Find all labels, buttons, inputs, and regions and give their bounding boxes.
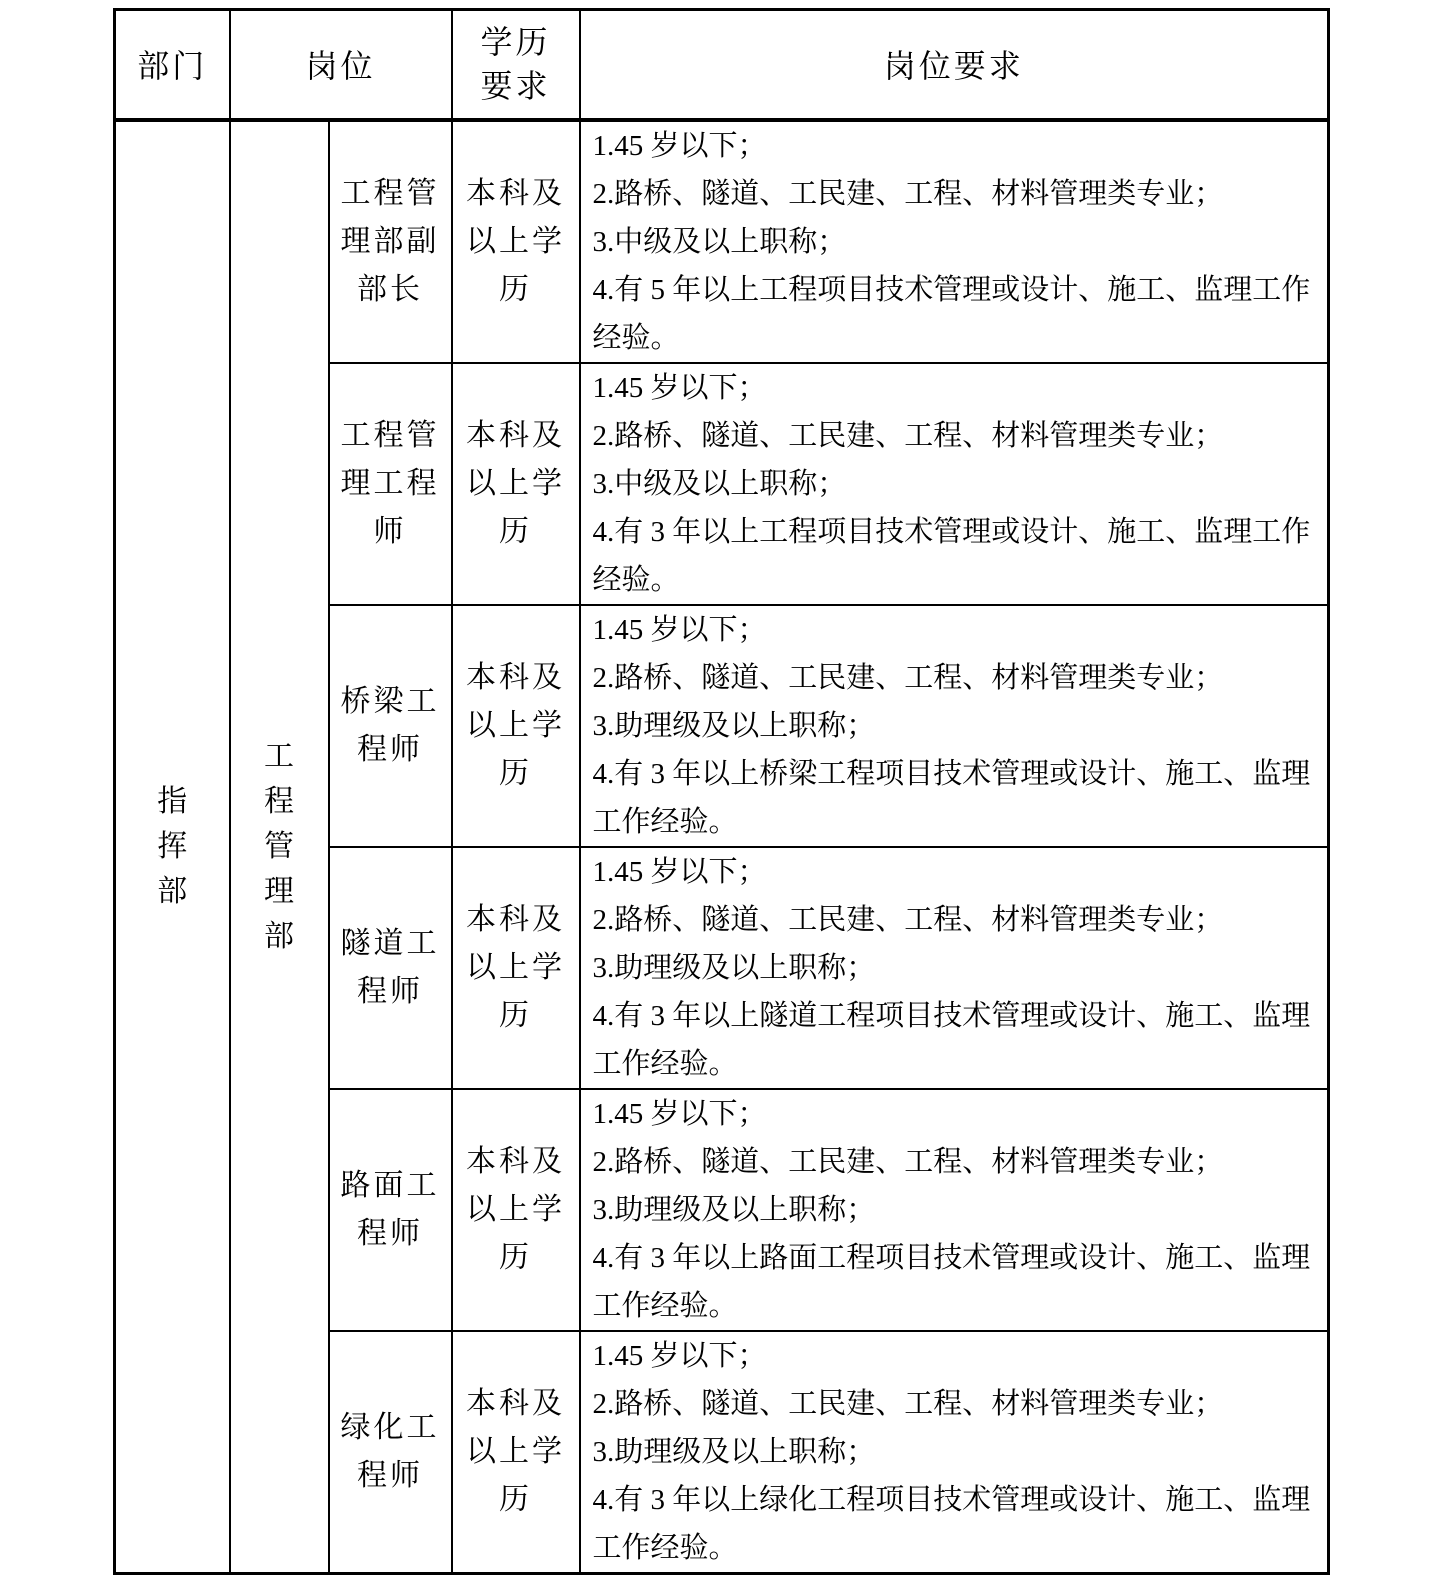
- education-cell: [452, 363, 580, 605]
- requirement-item: 4.有 3 年以上路面工程项目技术管理或设计、施工、监理工作经验。: [592, 1241, 1311, 1322]
- education-cell: [452, 1331, 580, 1574]
- requirement-item: 3.助理级及以上职称；: [592, 951, 876, 984]
- requirement-item: 2.路桥、隧道、工民建、工程、材料管理类专业；: [592, 1145, 1224, 1178]
- requirement-item: 4.有 5 年以上工程项目技术管理或设计、施工、监理工作经验。: [592, 273, 1311, 354]
- education-label: 本科及以上学历: [466, 1144, 566, 1274]
- requirement-item: 4.有 3 年以上桥梁工程项目技术管理或设计、施工、监理工作经验。: [592, 757, 1311, 838]
- requirement-item: 2.路桥、隧道、工民建、工程、材料管理类专业；: [592, 177, 1224, 210]
- requirement-item: 2.路桥、隧道、工民建、工程、材料管理类专业；: [592, 661, 1224, 694]
- position-label: 绿化工程师: [340, 1410, 440, 1492]
- table-row: [115, 120, 1329, 363]
- requirement-item: 3.助理级及以上职称；: [592, 709, 876, 742]
- requirements-cell: [580, 1331, 1329, 1574]
- recruitment-table: [113, 8, 1330, 1575]
- education-label: 本科及以上学历: [466, 1386, 566, 1516]
- requirement-item: 1.45 岁以下；: [592, 855, 767, 888]
- position-cell: [329, 363, 452, 605]
- position-label: 桥梁工程师: [340, 684, 440, 766]
- requirement-item: 3.中级及以上职称；: [592, 225, 847, 258]
- position-cell: [329, 1331, 452, 1574]
- position-cell: [329, 120, 452, 363]
- requirement-item: 2.路桥、隧道、工民建、工程、材料管理类专业；: [592, 419, 1224, 452]
- header-position-label: 岗位: [305, 48, 376, 85]
- requirement-item: 2.路桥、隧道、工民建、工程、材料管理类专业；: [592, 903, 1224, 936]
- requirement-item: 3.助理级及以上职称；: [592, 1435, 876, 1468]
- requirement-item: 3.助理级及以上职称；: [592, 1193, 876, 1226]
- requirement-item: 4.有 3 年以上绿化工程项目技术管理或设计、施工、监理工作经验。: [592, 1483, 1311, 1564]
- requirement-item: 1.45 岁以下；: [592, 1339, 767, 1372]
- position-cell: [329, 605, 452, 847]
- education-cell: [452, 847, 580, 1089]
- education-cell: [452, 605, 580, 847]
- position-label: 工程管理部副部长: [340, 176, 440, 306]
- requirements-cell: [580, 847, 1329, 1089]
- header-education: [452, 10, 580, 120]
- position-label: 路面工程师: [340, 1168, 440, 1250]
- requirements-cell: [580, 605, 1329, 847]
- requirement-item: 1.45 岁以下；: [592, 371, 767, 404]
- education-label: 本科及以上学历: [466, 902, 566, 1032]
- header-row: [115, 10, 1329, 120]
- education-cell: [452, 120, 580, 363]
- position-label: 隧道工程师: [340, 926, 440, 1008]
- header-education-label: 学历要求: [480, 24, 551, 105]
- header-department: [115, 10, 230, 120]
- education-label: 本科及以上学历: [466, 418, 566, 548]
- education-label: 本科及以上学历: [466, 176, 566, 306]
- header-requirements: [580, 10, 1329, 120]
- requirements-cell: [580, 363, 1329, 605]
- education-cell: [452, 1089, 580, 1331]
- requirement-item: 1.45 岁以下；: [592, 613, 767, 646]
- requirement-item: 2.路桥、隧道、工民建、工程、材料管理类专业；: [592, 1387, 1224, 1420]
- department-label: 指挥部: [157, 785, 188, 908]
- requirement-item: 1.45 岁以下；: [592, 1097, 767, 1130]
- header-department-label: 部门: [137, 48, 208, 85]
- sub-department-cell: [230, 120, 329, 1574]
- requirement-item: 4.有 3 年以上工程项目技术管理或设计、施工、监理工作经验。: [592, 515, 1311, 596]
- department-cell: [115, 120, 230, 1574]
- header-requirements-label: 岗位要求: [883, 48, 1024, 85]
- requirements-cell: [580, 120, 1329, 363]
- requirement-item: 1.45 岁以下；: [592, 129, 767, 162]
- position-cell: [329, 1089, 452, 1331]
- requirements-cell: [580, 1089, 1329, 1331]
- header-position: [230, 10, 452, 120]
- sub-department-label: 工程管理部: [264, 740, 294, 953]
- education-label: 本科及以上学历: [466, 660, 566, 790]
- requirement-item: 3.中级及以上职称；: [592, 467, 847, 500]
- position-label: 工程管理工程师: [340, 418, 440, 548]
- position-cell: [329, 847, 452, 1089]
- requirement-item: 4.有 3 年以上隧道工程项目技术管理或设计、施工、监理工作经验。: [592, 999, 1311, 1080]
